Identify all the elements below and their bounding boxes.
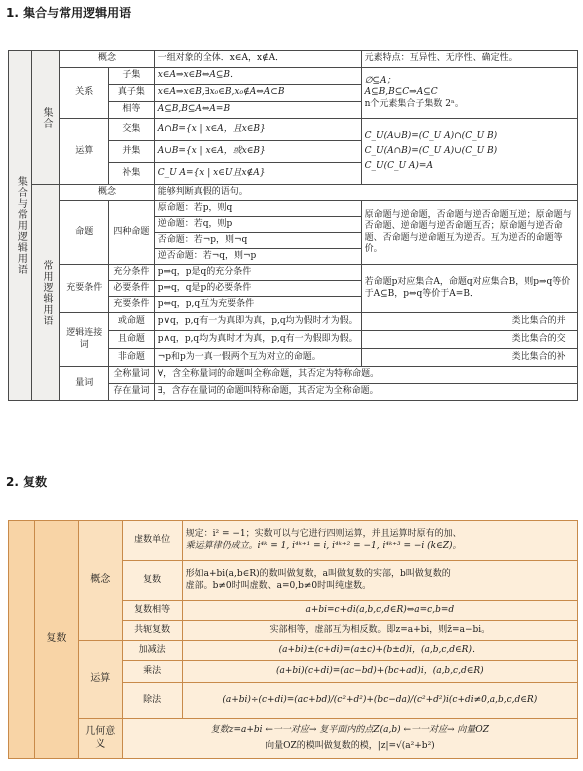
equal-def: A⊆B,B⊆A⇔A=B <box>154 102 361 119</box>
complex-ops-label: 运算 <box>78 641 122 719</box>
relation-label: 关系 <box>60 68 109 119</box>
conj-label: 共轭复数 <box>122 621 182 641</box>
conn-item-def: p∧q，p,q均为真时才为真，p,q有一为假即为假。 <box>154 331 361 349</box>
cond-note: 若命题p对应集合A，命题q对应集合B，则p⇒q等价于A⊆B，p⇔q等价于A=B． <box>361 265 577 313</box>
set-concept-def: 一组对象的全体．x∈A，x∉A． <box>154 51 361 68</box>
quant-item-label: 全称量词 <box>109 367 155 384</box>
add-def: (a+bi)±(c+di)=(a±c)+(b±d)i，(a,b,c,d∈R)． <box>182 641 577 661</box>
quant-label: 量词 <box>60 367 109 401</box>
ops-law: C_U(C_U A)=A <box>364 161 433 172</box>
quant-item-label: 存在量词 <box>109 384 155 401</box>
complement-def: C_U A={x | x∈U且x∉A} <box>154 163 361 185</box>
conn-item-def: ¬p和p为一真一假两个互为对立的命题。 <box>154 349 361 367</box>
conn-label: 逻辑连接词 <box>60 313 109 367</box>
prop-note: 原命题与逆命题，否命题与逆否命题互逆；原命题与否命题、逆命题与逆否命题互否；原命题与逆否命题、否命题与逆命题互为逆否。互为逆否的命题等价。 <box>361 201 577 265</box>
quant-item-def: ∀，含全称量词的命题叫全称命题，其否定为特称命题。 <box>154 367 577 384</box>
union-def: A∪B={x | x∈A，或x∈B} <box>154 141 361 163</box>
relation-note: n个元素集合子集数 2ⁿ。 <box>364 98 464 109</box>
sets-logic-table <box>8 50 578 401</box>
left-band <box>9 521 35 759</box>
set-feature: 元素特点：互异性、无序性、确定性。 <box>361 51 577 68</box>
section1-heading: 1. 集合与常用逻辑用语 <box>6 6 132 20</box>
mul-label: 乘法 <box>122 661 182 683</box>
complex-concept-label: 概念 <box>78 521 122 641</box>
cond-item-def: p⇔q，p,q互为充要条件 <box>154 297 361 313</box>
cond-item-label: 充要条件 <box>109 297 155 313</box>
complex-label: 复数 <box>122 561 182 601</box>
intersect-label: 交集 <box>109 119 155 141</box>
complement-label: 补集 <box>109 163 155 185</box>
four-props-label: 四种命题 <box>109 201 155 265</box>
logic-label: 常用逻辑用语 <box>32 185 60 401</box>
cond-label: 充要条件 <box>60 265 109 313</box>
complex-table <box>8 520 578 759</box>
ops-laws <box>361 119 577 185</box>
prop-label: 命题 <box>60 201 109 265</box>
subset-def: x∈A⇒x∈B⇔A⊆B． <box>154 68 361 85</box>
prop-form: 逆否命题：若¬q，则¬p <box>154 249 361 265</box>
conn-item-note: 类比集合的补 <box>361 349 577 367</box>
complex-line: 虚部。b≠0时叫虚数、a=0,b≠0时叫纯虚数。 <box>185 580 372 591</box>
conn-item-note: 类比集合的交 <box>361 331 577 349</box>
unit-def <box>182 521 577 561</box>
set-label: 集合 <box>32 51 60 185</box>
cond-item-def: p⇒q，q是p的必要条件 <box>154 281 361 297</box>
div-def: (a+bi)÷(c+di)=(ac+bd)/(c²+d²)+(bc−da)/(c²+d²)i(c+di≠0,a,b,c,d∈R) <box>182 683 577 719</box>
unit-line: 乘运算律仍成立。i⁴ᵏ = 1, i⁴ᵏ⁺¹ = i, i⁴ᵏ⁺² = −1, i⁴ᵏ⁺³ = −i (k∈Z)。 <box>185 540 462 551</box>
relation-notes <box>361 68 577 119</box>
cond-item-def: p⇒q，p是q的充分条件 <box>154 265 361 281</box>
quant-item-def: ∃，含存在量词的命题叫特称命题，其否定为全称命题。 <box>154 384 577 401</box>
geo-line: 向量OZ的模叫做复数的模，|z|=√(a²+b²) <box>265 740 435 751</box>
ops-law: C_U(A∪B)=(C_U A)∩(C_U B) <box>364 130 498 141</box>
ops-label: 运算 <box>60 119 109 185</box>
complex-equal-def: a+bi=c+di(a,b,c,d∈R)⇔a=c,b=d <box>182 601 577 621</box>
complex-equal-label: 复数相等 <box>122 601 182 621</box>
unit-label: 虚数单位 <box>122 521 182 561</box>
logic-concept-label: 概念 <box>60 185 154 201</box>
union-label: 并集 <box>109 141 155 163</box>
add-label: 加减法 <box>122 641 182 661</box>
prop-form: 逆命题：若q，则p <box>154 217 361 233</box>
div-label: 除法 <box>122 683 182 719</box>
conn-item-label: 非命题 <box>109 349 155 367</box>
complex-def <box>182 561 577 601</box>
conn-item-def: p∨q，p,q有一为真即为真，p,q均为假时才为假。 <box>154 313 361 331</box>
cond-item-label: 必要条件 <box>109 281 155 297</box>
cond-item-label: 充分条件 <box>109 265 155 281</box>
conn-item-label: 且命题 <box>109 331 155 349</box>
relation-note: A⊆B,B⊆C⇒A⊆C <box>364 87 438 98</box>
root-label: 集合与常用逻辑用语 <box>9 51 32 401</box>
intersect-def: A∩B={x | x∈A，且x∈B} <box>154 119 361 141</box>
unit-line: 规定：i² = −1；实数可以与它进行四则运算，并且运算时原有的加、 <box>185 529 462 540</box>
complex-line: 形如a+bi(a,b∈R)的数叫做复数，a叫做复数的实部，b叫做复数的 <box>185 569 451 580</box>
mul-def: (a+bi)(c+di)=(ac−bd)+(bc+ad)i，(a,b,c,d∈R) <box>182 661 577 683</box>
proper-subset-label: 真子集 <box>109 85 155 102</box>
logic-concept-def: 能够判断真假的语句。 <box>154 185 577 201</box>
conn-item-label: 或命题 <box>109 313 155 331</box>
prop-form: 原命题：若p，则q <box>154 201 361 217</box>
equal-label: 相等 <box>109 102 155 119</box>
relation-note: ∅⊆A； <box>364 76 396 87</box>
subset-label: 子集 <box>109 68 155 85</box>
conj-def: 实部相等，虚部互为相反数。即z=a+bi，则z̄=a−bi。 <box>182 621 577 641</box>
complex-root-label: 复数 <box>34 521 78 759</box>
ops-law: C_U(A∩B)=(C_U A)∪(C_U B) <box>364 145 498 156</box>
set-concept-label: 概念 <box>60 51 154 68</box>
geo-line: 复数z=a+bi ←一一对应→ 复平面内的点Z(a,b) ←一一对应→ 向量OZ <box>210 725 490 736</box>
geo-def <box>122 719 577 759</box>
prop-form: 否命题：若¬p，则¬q <box>154 233 361 249</box>
conn-item-note: 类比集合的并 <box>361 313 577 331</box>
proper-subset-def: x∈A⇒x∈B,∃x₀∈B,x₀∉A⇔A⊂B <box>154 85 361 102</box>
geo-label: 几何意义 <box>78 719 122 759</box>
section2-heading: 2. 复数 <box>6 475 48 489</box>
